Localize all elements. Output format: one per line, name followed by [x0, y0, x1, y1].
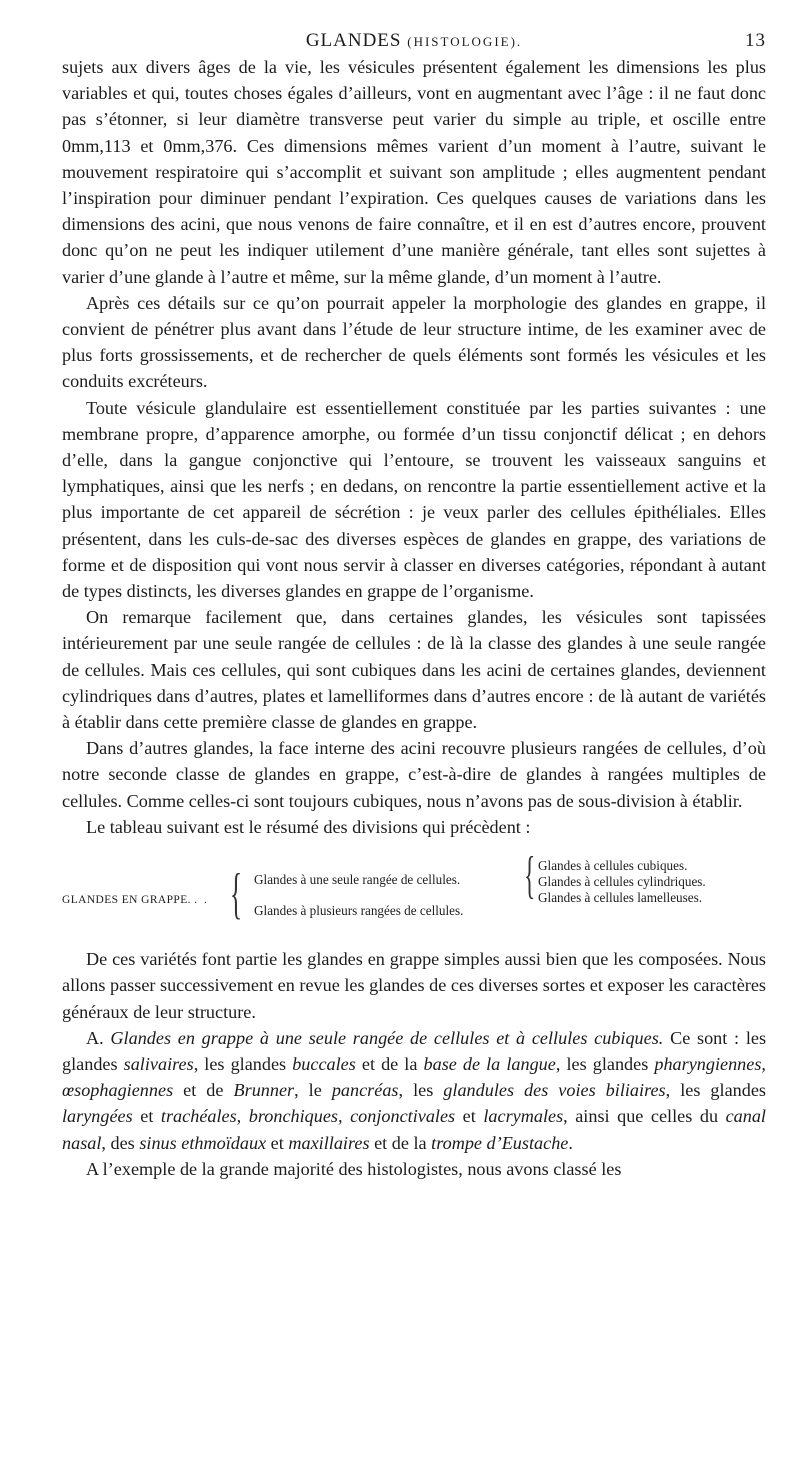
section-letter: A. [86, 1027, 104, 1048]
table-subtype-cylindrical: Glandes à cellules cylindriques. [538, 874, 706, 890]
running-head [62, 0, 766, 54]
paragraph-3: Toute vésicule glandulaire est essentiellement constituée par les parties suivantes : une membrane propre, d’apparence amorphe, ou formée d’un tissu conjonctif délicat ; en dehors d’elle, dans la gangue conjonctive qui l’entoure, se trouvent les vaisseaux sanguins et lymphatiques, ainsi que les nerfs ; en dedans, on rencontre la partie essentiellement active et la plus importante de cet appareil de sécrétion : je veux parler des cellules épithéliales. Elles présentent, dans les culs-de-sac des diverses espèces de glandes en grappe, des variations de forme et de disposition qui vont nous servir à classer en diverses catégories, répondant à autant de types distincts, les diverses glandes en grappe de l’organisme. [62, 397, 766, 602]
table-subtype-cubic: Glandes à cellules cubiques. [538, 858, 688, 874]
paragraph-7: De ces variétés font partie les glandes en grappe simples aussi bien que les composées. Nous allons passer successivement en revue les glandes de ces diverses sortes et exposer les caractères généraux de leur structure. [62, 949, 766, 1022]
table-subtype-lamellar: Glandes à cellules lamelleuses. [538, 890, 703, 906]
table-single-row-class: Glandes à une seule rangée de cellules. [254, 872, 461, 888]
section-heading: Glandes en grappe à une seule rangée de cellules et à cellules cubiques. [110, 1027, 664, 1048]
paragraph-4: On remarque facilement que, dans certaines glandes, les vésicules sont tapissées intérieurement par une seule rangée de cellules : de là la classe des glandes à une seule rangée de cellules. Mais ces cellules, qui sont cubiques dans les acini de certaines glandes, deviennent cylindriques dans d’autres, plates et lamelliformes dans d’autres encore : de là autant de variétés à établir dans cette première classe de glandes en grappe. [62, 607, 766, 733]
book-page [62, 0, 766, 1182]
running-title-main: GLANDES [305, 30, 402, 51]
page-number: 13 [745, 30, 766, 51]
right-brace: { [524, 847, 536, 905]
paragraph-8: A. Glandes en grappe à une seule rangée de cellules et à cellules cubiques. Ce sont : les glandes salivaires, les glandes buccales et de la base de la langue, les glandes pharyngiennes, œsophagiennes et de Brunner, le pancréas, les glandules des voies biliaires, les glandes laryngées et trachéales, bronchiques, conjonctivales et lacrymales, ainsi que celles du canal nasal, des sinus ethmoïdaux et maxillaires et de la trompe d’Eustache. [62, 1027, 767, 1153]
left-brace: { [230, 863, 243, 926]
running-title [62, 30, 766, 52]
paragraph-2: Après ces détails sur ce qu’on pourrait appeler la morphologie des glandes en grappe, il convient de pénétrer plus avant dans l’étude de leur structure intime, de les examiner avec de plus forts grossissements, et de rechercher de quels éléments sont formés les vésicules et les conduits excréteurs. [62, 292, 766, 392]
running-title-subtitle: (HISTOLOGIE). [407, 34, 523, 49]
body-text [62, 54, 766, 1182]
paragraph-5: Dans d’autres glandes, la face interne des acini recouvre plusieurs rangées de cellules, d’où notre seconde classe de glandes en grappe, c’est-à-dire de glandes à rangées multiples de cellules. Comme celles-ci sont toujours cubiques, nous n’avons pas de sous-division à établir. [62, 738, 766, 811]
table-multiple-rows-class: Glandes à plusieurs rangées de cellules. [254, 903, 464, 919]
paragraph-9: A l’exemple de la grande majorité des histologistes, nous avons classé les [86, 1158, 622, 1179]
paragraph-6: Le tableau suivant est le résumé des divisions qui précèdent : [86, 816, 531, 837]
paragraph-1: sujets aux divers âges de la vie, les vésicules présentent également les dimensions les plus variables et qui, toutes choses égales d’ailleurs, vont en augmentant avec l’âge : il ne faut donc pas s’étonner, si leur diamètre transverse peut varier du simple au triple, et oscille entre 0mm,113 et 0mm,376. Ces dimensions mêmes varient d’un moment à l’autre, suivant le mouvement respiratoire qui s’accomplit et suivant son amplitude ; elles augmentent pendant l’inspiration pour diminuer pendant l’expiration. Ces quelques causes de variations dans les dimensions des acini, que nous venons de faire connaître, et il en est d’autres encore, prouvent donc qu’on ne peut les indiquer utilement d’une manière générale, tant elles sont sujettes à varier d’une glande à l’autre et même, sur la même glande, d’un moment à l’autre. [62, 57, 766, 287]
classification-table [62, 847, 766, 934]
table-root-label: GLANDES EN GRAPPE. . . [62, 894, 209, 907]
